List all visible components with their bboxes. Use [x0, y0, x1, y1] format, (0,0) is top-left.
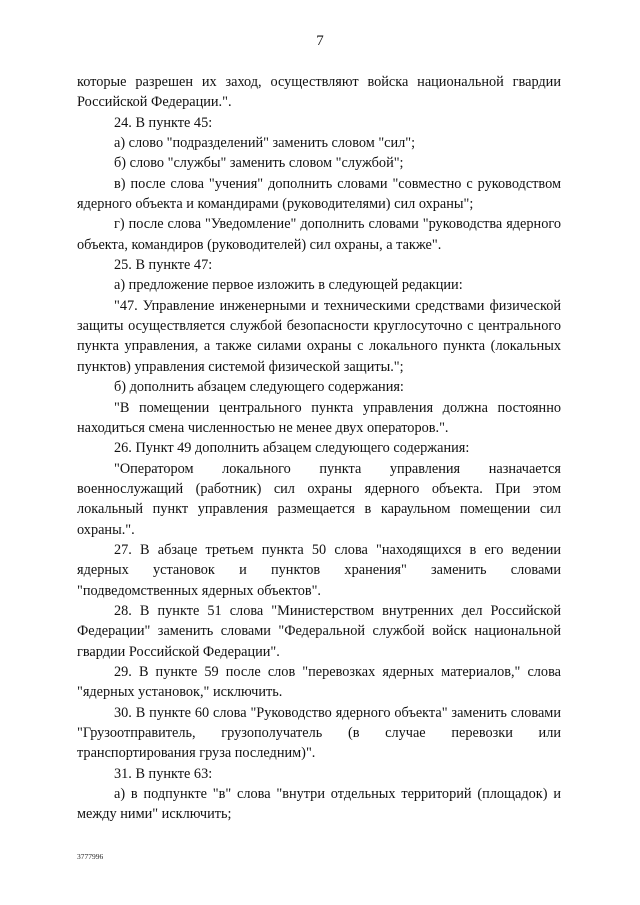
item-31-heading: 31. В пункте 63: — [114, 765, 213, 782]
document-code: 3777996 — [77, 852, 104, 861]
item-26-quote: "Оператором локального пункта управления назначается военнослужащий (работник) сил охраны ядерного объекта. При этом локальный пункт управления размещается в караульном помещении сил охраны.". — [77, 460, 561, 538]
item-28: 28. В пункте 51 слова "Министерством внутренних дел Российской Федерации" заменить словами "Федеральной службой войск национальной гвардии Российской Федерации". — [77, 602, 561, 660]
item-25-b-quote: "В помещении центрального пункта управления должна постоянно находиться смена численностью не менее двух операторов.". — [77, 399, 561, 436]
item-25-heading: 25. В пункте 47: — [114, 257, 213, 274]
item-25-b: б) дополнить абзацем следующего содержания: — [114, 379, 404, 396]
item-31-a: а) в подпункте "в" слова "внутри отдельных территорий (площадок) и между ними" исключить; — [77, 786, 561, 823]
item-24-v: в) после слова "учения" дополнить словами "совместно с руководством ядерного объекта и командирами (руководителями) сил охраны"; — [77, 175, 561, 213]
item-24-b: б) слово "службы" заменить словом "службой"; — [114, 155, 404, 172]
item-24-g: г) после слова "Уведомление" дополнить словами "руководства ядерного объекта, командиров (руководителей) сил охраны, а также". — [77, 216, 561, 253]
page-number: 7 — [316, 33, 324, 49]
document-body — [77, 72, 561, 825]
item-30: 30. В пункте 60 слова "Руководство ядерного объекта" заменить словами "Грузоотправитель, грузополучатель (в случае перевозки или транспортирования груза последним)". — [77, 704, 561, 762]
item-26-heading: 26. Пункт 49 дополнить абзацем следующего содержания: — [114, 440, 470, 457]
item-24-a: а) слово "подразделений" заменить словом "сил"; — [114, 135, 416, 152]
item-24-heading: 24. В пункте 45: — [114, 114, 213, 131]
paragraph-continuation: которые разрешен их заход, осуществляют войска национальной гвардии Российской Федерации.". — [77, 74, 561, 111]
item-25-a: а) предложение первое изложить в следующей редакции: — [114, 277, 463, 294]
item-27: 27. В абзаце третьем пункта 50 слова "находящихся в его ведении ядерных установок и пунктов хранения" заменить словами "подведомственных ядерных объектов". — [77, 541, 561, 599]
item-25-a-quote: "47. Управление инженерными и техническими средствами физической защиты осуществляется службой безопасности круглосуточно с центрального пункта управления, а также силами охраны с локального пункта (локальных пунктов) управления системой физической защиты."; — [77, 297, 561, 375]
item-29: 29. В пункте 59 после слов "перевозках ядерных материалов," слова "ядерных установок," исключить. — [77, 663, 561, 701]
